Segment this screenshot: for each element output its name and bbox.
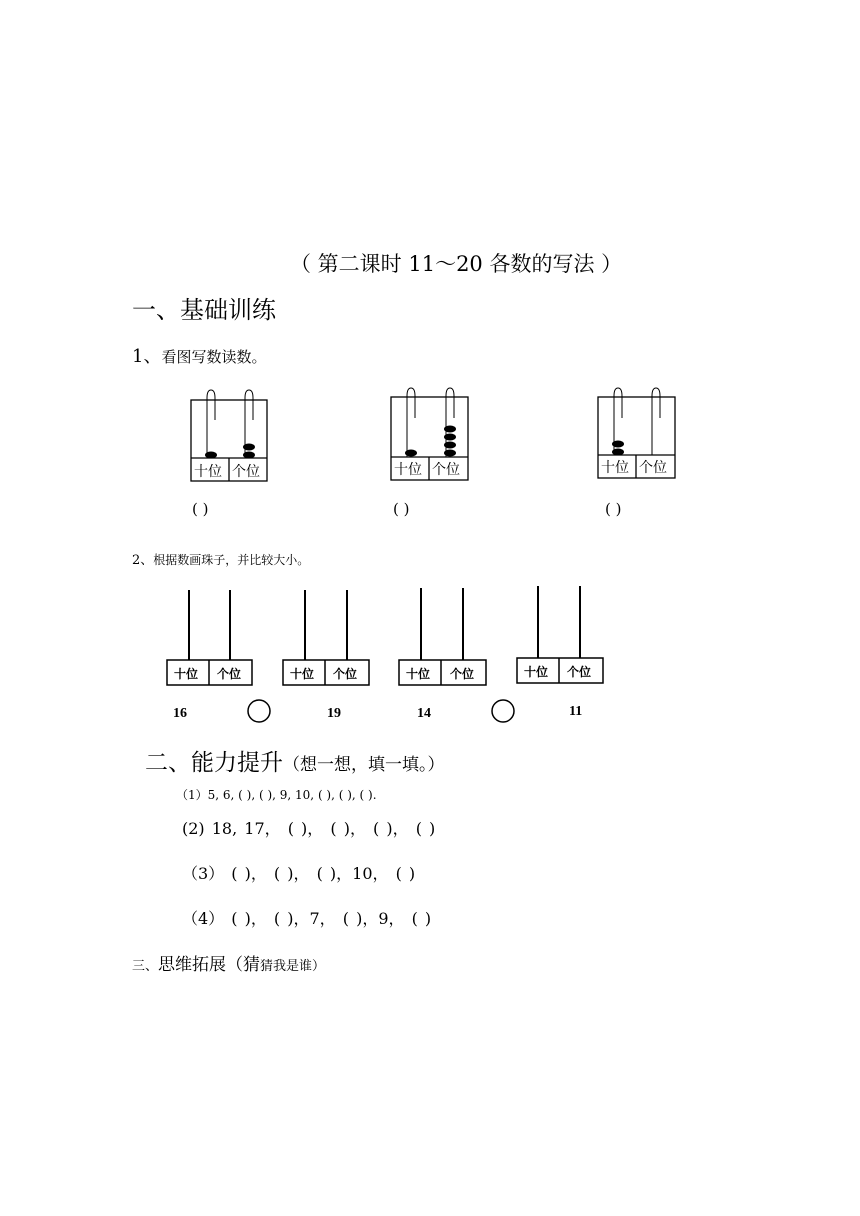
compare-circle-1[interactable] — [248, 700, 270, 722]
bead — [444, 442, 456, 449]
ones-label: 个位 — [450, 667, 475, 681]
tens-label: 十位 — [194, 464, 222, 480]
compare-number-1: 16 — [173, 706, 187, 721]
question2 — [132, 549, 309, 568]
bead — [444, 426, 456, 433]
section1-heading: 一、基础训练 — [132, 296, 276, 324]
sequence-item-4[interactable]: （4） ( )， ( )，7， ( )，9， ( ) — [182, 909, 432, 928]
compare-circle-2[interactable] — [492, 700, 514, 722]
ones-label: 个位 — [639, 460, 667, 476]
sequence-item-3[interactable]: （3） ( )， ( )， ( )，10， ( ) — [182, 864, 416, 883]
ones-label: 个位 — [232, 464, 260, 480]
blank-abacus-1[interactable] — [167, 590, 252, 685]
abacus-3 — [598, 388, 675, 478]
compare-number-2: 19 — [327, 706, 341, 721]
tens-label: 十位 — [174, 667, 199, 681]
question1-number: 1、 — [132, 346, 162, 367]
abacus-1 — [191, 390, 267, 481]
ones-label: 个位 — [217, 667, 242, 681]
section3-title: 思维拓展（猜 — [158, 955, 261, 975]
blank-abacus-2[interactable] — [283, 590, 369, 685]
abacus-2 — [391, 388, 468, 480]
bead — [612, 441, 624, 448]
bead — [205, 452, 217, 459]
tens-label: 十位 — [406, 667, 431, 681]
bead — [612, 449, 624, 456]
section3-heading — [132, 950, 325, 975]
compare-number-4: 11 — [569, 704, 583, 719]
question1-text: 看图写数读数。 — [161, 348, 267, 366]
bead — [444, 434, 456, 441]
blank-abacus-4[interactable] — [517, 586, 603, 683]
ones-label: 个位 — [432, 462, 460, 478]
question2-number: 2、 — [132, 553, 154, 568]
sequence-item-1[interactable]: （1）5, 6, ( ), ( ), 9, 10, ( ), ( ), ( ). — [176, 788, 377, 802]
lesson-title: （ 第二课时 11～20 各数的写法 ） — [290, 252, 623, 276]
answer-blank-3[interactable]: ( ) — [605, 500, 622, 518]
section2-title: 二、能力提升 — [145, 750, 283, 776]
ones-label: 个位 — [333, 667, 358, 681]
section2-heading — [145, 744, 445, 777]
tens-label: 十位 — [394, 462, 422, 478]
compare-number-3: 14 — [417, 706, 431, 721]
answer-blank-1[interactable]: ( ) — [192, 500, 209, 518]
blank-abacus-3[interactable] — [399, 588, 486, 685]
bead — [243, 452, 255, 459]
tens-label: 十位 — [524, 665, 549, 679]
ones-label: 个位 — [567, 665, 592, 679]
bead — [243, 444, 255, 451]
bead — [444, 450, 456, 457]
section3-number: 三、 — [132, 959, 159, 974]
tens-label: 十位 — [290, 667, 315, 681]
section2-subtitle: （想一想，填一填。） — [283, 755, 445, 775]
sequence-item-2[interactable]: (2) 18, 17， ( )， ( )， ( )， ( ) — [182, 819, 436, 838]
bead — [405, 450, 417, 457]
question2-text: 根据数画珠子，并比较大小。 — [153, 553, 310, 567]
answer-blank-2[interactable]: ( ) — [393, 500, 410, 518]
section3-tail: 猜我是谁） — [260, 959, 326, 974]
tens-label: 十位 — [601, 460, 629, 476]
